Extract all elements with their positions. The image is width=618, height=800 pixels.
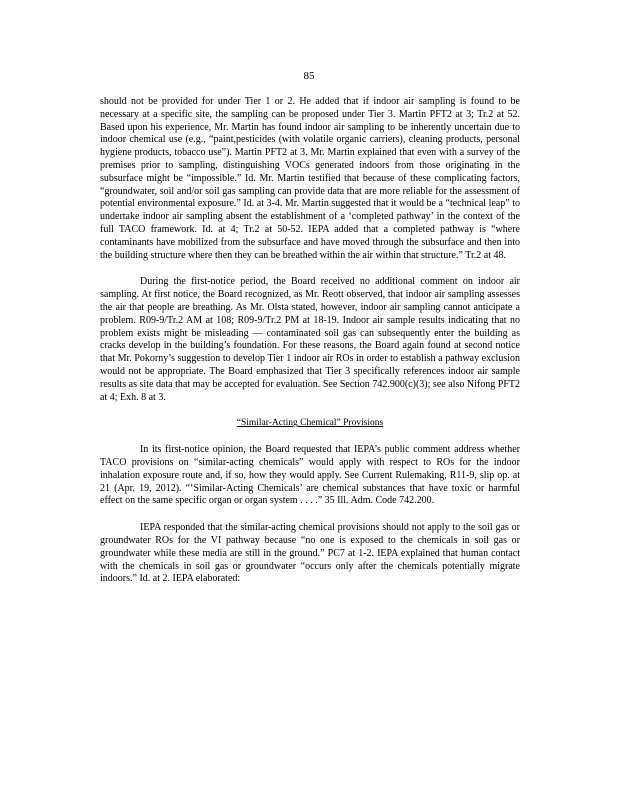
paragraph-3: In its first-notice opinion, the Board requested that IEPA’s public comment address whether TACO provisions on “similar-acting chemicals” would apply with respect to ROs for the indoor inhalation exposure route and, if so, how they would apply. See Current Rulemaking, R11-9, slip op. at 21 (Apr. 19, 2012). “‘Similar-Acting Chemicals’ are chemical substances that have toxic or harmful effect on the same specific organ or organ system . . . .” 35 Ill. Adm. Code 742.200. bbox=[100, 444, 520, 507]
paragraph-4: IEPA responded that the similar-acting chemical provisions should not apply to the soil gas or groundwater ROs for the VI pathway because “no one is exposed to the chemicals in soil gas or groundwater while these media are still in the ground.” PC7 at 1-2. IEPA explained that human contact with the chemicals in soil gas or groundwater “occurs only after the chemicals potentially migrate indoors.” Id. at 2. IEPA elaborated: bbox=[100, 522, 520, 585]
document-body bbox=[100, 96, 520, 586]
page-number: 85 bbox=[303, 70, 315, 82]
section-heading: “Similar-Acting Chemical” Provisions bbox=[236, 418, 384, 429]
paragraph-1: should not be provided for under Tier 1 or 2. He added that if indoor air sampling is found to be necessary at a specific site, the sampling can be proposed under Tier 3. Martin PFT2 at 3; Tr.2 at 52. Based upon his experience, Mr. Martin has found indoor air sampling to be inherently uncertain due to indoor chemical use (e.g., “paint,pesticides (with volatile organic carriers), cleaning products, personal hygiene products, tobacco use”). Martin PFT2 at 3. Mr. Martin explained that even with a survey of the premises prior to sampling, distinguishing VOCs generated indoors from those originating in the subsurface might be “impossible.” Id. Mr. Martin testified that because of these complicating factors, “groundwater, soil and/or soil gas sampling can provide data that are more reliable for the assessment of potential environmental exposure.” Id. at 3-4. Mr. Martin suggested that it would be a “technical leap” to undertake indoor air sampling absent the establishment of a ‘completed pathway’ in the context of the full TACO framework. Id. at 4; Tr.2 at 50-52. IEPA added that a completed pathway is “where contaminants have mobilized from the subsurface and have moved through the subsurface and then into the building structure where then they can be breathed within the air within that structure.” Tr.2 at 48. bbox=[100, 96, 520, 261]
paragraph-2: During the first-notice period, the Board received no additional comment on indoor air sampling. At first notice, the Board recognized, as Mr. Reott observed, that indoor air sampling assesses the air that people are breathing. As Mr. Olsta stated, however, indoor air sampling cannot anticipate a problem. R09-9/Tr.2 AM at 108; R09-9/Tr.2 PM at 18-19. Indoor air sample results indicating that no problem exists might be misleading — contaminated soil gas can subsequently enter the building as cracks develop in the building’s foundation. For these reasons, the Board again found at second notice that Mr. Pokorny’s suggestion to develop Tier 1 indoor air ROs in order to establish a pathway exclusion would not be appropriate. The Board emphasized that Tier 3 specifically references indoor air sample results as site data that may be accepted for evaluation. See Section 742.900(c)(3); see also Nifong PFT2 at 4; Exh. 8 at 3. bbox=[100, 276, 520, 403]
